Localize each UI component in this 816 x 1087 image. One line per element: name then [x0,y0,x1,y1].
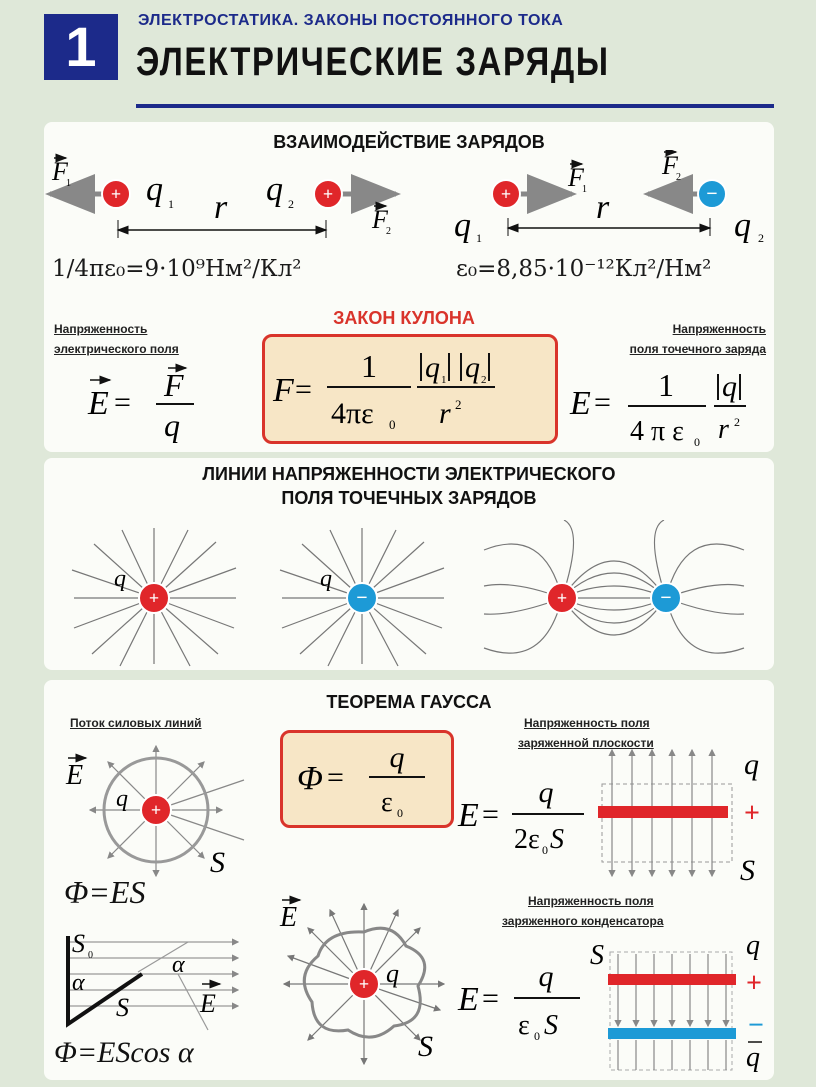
gauss-law-box [280,730,454,828]
coulomb-law-box [262,334,558,444]
field-lines-heading-1: ЛИНИИ НАПРЯЖЕННОСТИ ЭЛЕКТРИЧЕСКОГО [202,464,616,484]
field-strength-label: Напряженность [54,322,148,336]
svg-text:+: + [150,800,162,820]
svg-text:1: 1 [658,367,674,403]
svg-text:S: S [544,1010,558,1041]
svg-text:ε: ε [518,1010,530,1041]
svg-text:+: + [358,974,370,994]
svg-text:S: S [740,854,755,884]
interaction-heading: ВЗАИМОДЕЙСТВИЕ ЗАРЯДОВ [273,132,545,152]
svg-text:E: E [280,902,298,933]
field-lines-panel [44,458,774,670]
svg-text:q: q [389,741,405,774]
svg-text:F: F [372,205,388,234]
gauss-law-formula [283,733,451,825]
flux-formula: Φ=ES [64,874,146,910]
svg-text:q: q [465,351,480,384]
plane-field-formula [454,766,604,862]
svg-text:S: S [210,846,225,879]
svg-text:q: q [746,1042,760,1073]
svg-text:−: − [748,1010,764,1041]
svg-text:E: E [458,981,479,1018]
svg-text:=: = [482,982,499,1015]
coulomb-law-formula [265,337,555,441]
svg-text:q: q [164,407,180,443]
svg-text:−: − [660,587,672,609]
page-title: ЭЛЕКТРИЧЕСКИЕ ЗАРЯДЫ [136,40,610,84]
svg-text:0: 0 [542,843,548,857]
field-definition-formula [84,358,214,448]
svg-text:1: 1 [476,231,482,245]
point-charge-field-formula [566,358,776,448]
svg-text:+: + [744,798,760,829]
svg-text:0: 0 [88,950,93,961]
capacitor-diagram [564,930,774,1076]
charged-plane-diagram [598,744,774,884]
header-divider [136,104,774,108]
section-number: 1 [44,14,118,80]
gauss-heading: ТЕОРЕМА ГАУССА [326,692,492,712]
svg-text:q: q [320,566,332,592]
svg-text:r: r [718,414,729,445]
svg-text:−: − [356,587,368,609]
svg-text:S: S [418,1030,433,1063]
interaction-panel [44,122,774,452]
charges-interaction-diagram [44,150,774,260]
svg-text:α: α [72,970,85,996]
svg-text:0: 0 [389,417,396,432]
flux-cos-formula: Φ=EScos α [54,1036,194,1069]
point-field-label-2: поля точечного заряда [629,342,766,356]
svg-text:0: 0 [694,435,700,448]
coulomb-heading: ЗАКОН КУЛОНА [333,308,475,328]
svg-text:S: S [590,940,604,971]
svg-text:1: 1 [66,178,71,189]
svg-text:0: 0 [534,1029,540,1043]
svg-text:2: 2 [734,415,740,429]
svg-text:1: 1 [168,197,174,211]
tilted-surface-diagram [58,932,248,1034]
plane-field-label: Напряженность поля [524,716,650,730]
svg-text:q: q [538,960,554,993]
svg-text:=: = [327,761,344,794]
svg-text:q: q [146,171,163,208]
svg-text:2: 2 [288,197,294,211]
svg-text:0: 0 [397,806,403,820]
svg-text:E: E [88,385,109,422]
svg-text:q: q [266,171,283,208]
plane-field-label-2: заряженной плоскости [518,736,654,750]
closed-surface-diagram [268,890,464,1070]
coulomb-constant-text: 1/4πε₀=9·10⁹Нм²/Кл² [52,256,302,282]
capacitor-field-label-2: заряженного конденсатора [502,914,664,928]
field-lines-diagram [44,520,774,668]
svg-text:E: E [66,760,84,791]
page-subtitle: ЭЛЕКТРОСТАТИКА. ЗАКОНЫ ПОСТОЯННОГО ТОКА [138,12,564,29]
svg-text:2: 2 [676,172,681,183]
svg-text:1: 1 [361,348,377,384]
svg-text:+: + [110,184,122,204]
svg-text:q: q [116,786,128,812]
svg-text:F: F [273,372,294,409]
svg-text:1: 1 [441,374,447,386]
svg-text:q: q [746,930,760,961]
svg-text:F: F [52,157,68,186]
svg-text:Φ: Φ [297,760,323,797]
capacitor-field-label: Напряженность поля [528,894,654,908]
svg-text:S: S [550,824,564,855]
flux-sphere-diagram [60,740,260,880]
svg-text:q: q [454,207,471,244]
svg-text:E: E [458,797,479,834]
svg-text:q: q [722,370,737,403]
svg-text:q: q [744,748,759,781]
svg-text:q: q [114,566,126,592]
field-lines-heading-2: ПОЛЯ ТОЧЕЧНЫХ ЗАРЯДОВ [281,488,537,508]
svg-text:2: 2 [386,226,391,237]
svg-text:4 π ε: 4 π ε [630,416,684,447]
svg-text:2: 2 [455,397,462,412]
svg-text:q: q [425,351,440,384]
svg-text:q: q [386,959,399,988]
svg-text:=: = [295,373,312,406]
svg-text:F: F [164,367,184,403]
svg-text:S: S [116,993,129,1022]
svg-text:+: + [148,588,160,608]
field-strength-label-2: электрического поля [54,342,179,356]
permittivity-constant-text: ε₀=8,85·10⁻¹²Кл²/Нм² [456,256,712,282]
svg-text:α: α [172,952,185,978]
svg-text:+: + [746,968,762,999]
svg-text:ε: ε [381,787,393,818]
gauss-panel [44,680,774,1080]
svg-text:=: = [594,386,611,419]
svg-text:+: + [322,184,334,204]
svg-text:S: S [72,932,85,958]
svg-text:q: q [538,776,554,809]
svg-text:E: E [570,385,591,422]
svg-text:E: E [200,989,216,1018]
svg-text:1: 1 [582,184,587,195]
svg-text:=: = [482,798,499,831]
svg-text:2ε: 2ε [514,824,540,855]
flux-label: Поток силовых линий [70,716,202,730]
point-field-label: Напряженность [672,322,766,336]
svg-text:r: r [596,189,610,226]
svg-text:+: + [556,588,568,608]
svg-text:−: − [706,183,718,205]
svg-text:F: F [568,163,584,192]
svg-text:r: r [214,189,228,226]
svg-text:2: 2 [758,231,764,245]
svg-text:4πε: 4πε [331,397,374,430]
svg-text:q: q [734,207,751,244]
svg-text:+: + [500,184,512,204]
svg-text:F: F [662,151,678,180]
svg-text:2: 2 [481,374,487,386]
svg-text:r: r [439,397,451,430]
dipole-field-lines [484,520,744,653]
svg-text:=: = [114,386,131,419]
